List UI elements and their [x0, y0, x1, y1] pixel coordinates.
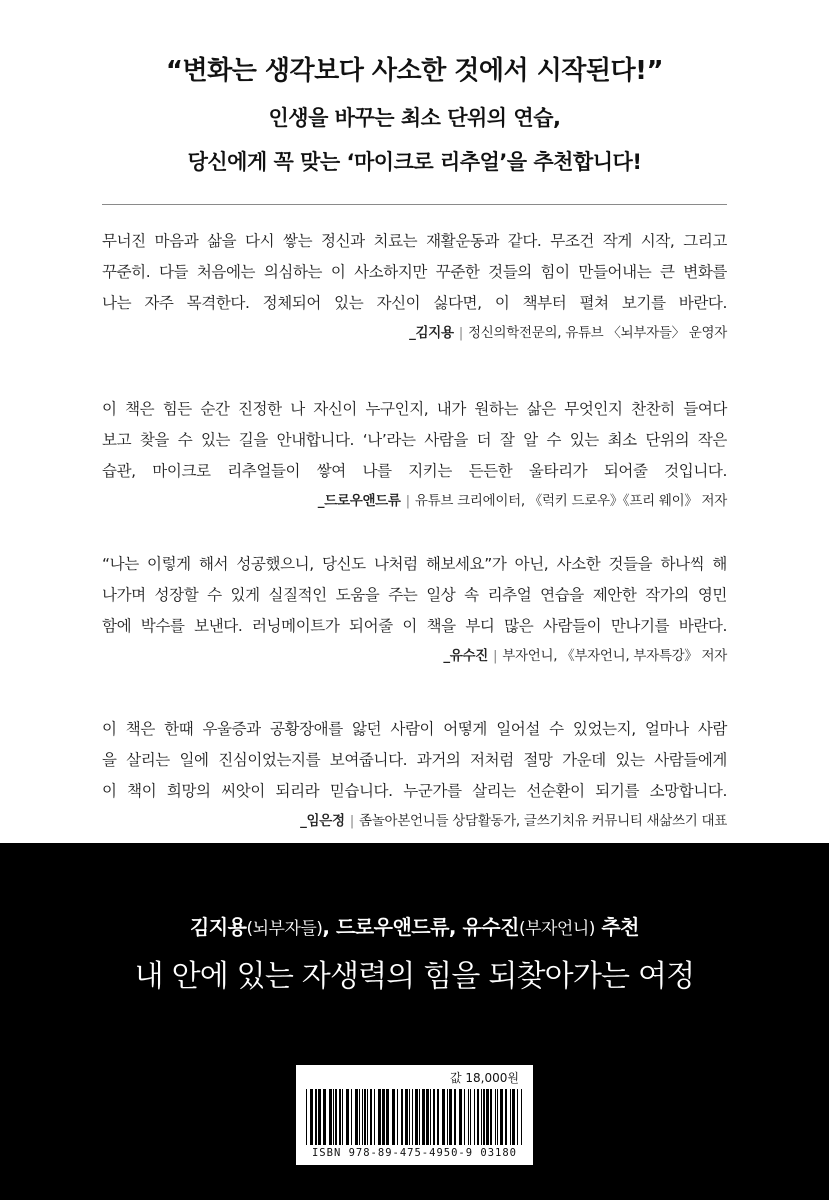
blurb-line: 무너진 마음과 삶을 다시 쌓는 정신과 치료는 재활운동과 같다. 무조건 작게 시작, 그리고 [102, 232, 727, 250]
barcode-bar [323, 1089, 326, 1145]
endorser-name-3: 유수진 [462, 915, 519, 939]
barcode-bar [459, 1089, 462, 1145]
barcode-bar [486, 1089, 489, 1145]
endorser-name: _유수진 [443, 648, 489, 664]
blurb-lim-eunjung [102, 714, 727, 829]
divider-rule [102, 204, 727, 205]
barcode-bar [359, 1089, 360, 1145]
barcode-bar [495, 1089, 496, 1145]
blurb-line: 함에 박수를 보낸다. 러닝메이트가 되어줄 이 책을 부디 많은 사람들이 만나기를 바란다. [102, 617, 727, 635]
barcode-bar [497, 1089, 498, 1145]
attribution-separator: | [493, 648, 498, 664]
blurb-line: 이 책은 한때 우울증과 공황장애를 앓던 사람이 어떻게 일어설 수 있었는지, 얼마나 사람 [102, 720, 727, 738]
attribution-separator: | [405, 493, 410, 509]
blurb-attribution [102, 809, 727, 829]
barcode-bar [422, 1089, 425, 1145]
barcode-bar [468, 1089, 469, 1145]
blurb-yoo-sujin [102, 549, 727, 664]
barcode-bar [397, 1089, 398, 1145]
barcode-bar [364, 1089, 366, 1145]
barcode-bar [521, 1089, 522, 1145]
barcode-bar [382, 1089, 385, 1145]
endorser-name-2: 드로우앤드류 [335, 915, 449, 939]
barcode-bar [512, 1089, 515, 1145]
blurb-line: “나는 이렇게 해서 성공했으니, 당신도 나처럼 해보세요”가 아닌, 사소한 것들을 하나씩 해 [102, 555, 727, 573]
blurb-line: 을 살리는 일에 진심이었는지를 보여줍니다. 과거의 저처럼 절망 가운데 있는 사람들에게 [102, 751, 727, 769]
barcode-bar [510, 1089, 511, 1145]
barcode-bar [318, 1089, 321, 1145]
subheadline-line-1: 인생을 바꾸는 최소 단위의 연습, [268, 106, 561, 130]
endorsement-separator: , [322, 915, 336, 939]
endorser-role: 좀놀아본언니들 상담활동가, 글쓰기치유 커뮤니티 새삶쓰기 대표 [359, 813, 727, 829]
barcode-bar [362, 1089, 363, 1145]
endorser-name: _김지용 [409, 325, 454, 341]
price-label: 값 18,000원 [450, 1071, 519, 1085]
attribution-separator: | [458, 325, 464, 341]
back-cover-bottom-band [0, 843, 829, 1200]
endorser-name-1: 김지용 [190, 915, 247, 939]
barcode-bar [430, 1089, 431, 1145]
attribution-separator: | [349, 813, 355, 829]
blurb-line: 보고 찾을 수 있는 길을 안내합니다. ‘나’라는 사람을 더 잘 알 수 있는 최소 단위의 작은 [102, 431, 727, 449]
barcode-bar [310, 1089, 313, 1145]
barcode-bar [447, 1089, 448, 1145]
endorser-role: 부자언니, 《부자언니, 부자특강》 저자 [502, 648, 727, 664]
blurb-line: 이 책이 희망의 씨앗이 되리라 믿습니다. 누군가를 살리는 선순환이 되기를 소망합니다. [102, 782, 727, 800]
barcode-bar [367, 1089, 368, 1145]
barcode-bar [386, 1089, 389, 1145]
barcode-bar [329, 1089, 332, 1145]
barcode-bar [342, 1089, 343, 1145]
endorsement-separator: , [448, 915, 463, 939]
endorser-channel-3: (부자언니) [518, 919, 595, 939]
barcode-bar [346, 1089, 349, 1145]
barcode-bar [481, 1089, 482, 1145]
barcode-bar [409, 1089, 410, 1145]
barcode-bar [333, 1089, 334, 1145]
blurb-line: 꾸준히. 다들 처음에는 의심하는 이 사소하지만 꾸준한 것들의 힘이 만들어내는 큰 변화를 [102, 263, 727, 281]
endorsement-suffix: 추천 [594, 915, 639, 939]
barcode-bar [412, 1089, 413, 1145]
barcode-icon [304, 1089, 525, 1145]
barcode-bar [374, 1089, 375, 1145]
blurb-draw-and-drew [102, 394, 727, 509]
barcode-bar [426, 1089, 429, 1145]
barcode-bar [464, 1089, 465, 1145]
barcode-bar [505, 1089, 507, 1145]
subheadline-line-2: 당신에게 꼭 맞는 ‘마이크로 리추얼’을 추천합니다! [187, 150, 642, 174]
blurb-line: 나는 자주 목격한다. 정체되어 있는 자신이 싫다면, 이 책부터 펼쳐 보기를 바란다. [102, 294, 727, 312]
blurb-line: 이 책은 힘든 순간 진정한 나 자신이 누구인지, 내가 원하는 삶은 무엇인지 찬찬히 들여다 [102, 400, 727, 418]
barcode-bar [470, 1089, 471, 1145]
headline-quote: “변화는 생각보다 사소한 것에서 시작된다!” [165, 56, 664, 86]
barcode-bar [454, 1089, 456, 1145]
blurb-kim-jiyong [102, 226, 727, 341]
barcode-bar [315, 1089, 317, 1145]
barcode-bar [433, 1089, 435, 1145]
endorser-role: 정신의학전문의, 유튜브 〈뇌부자들〉 운영자 [468, 325, 727, 341]
endorsement-line [0, 911, 829, 940]
blurb-line: 나가며 성장할 수 있게 실질적인 도움을 주는 일상 속 리추얼 연습을 제안한 작가의 영민 [102, 586, 727, 604]
barcode-bar [339, 1089, 341, 1145]
barcode-bar [449, 1089, 452, 1145]
blurb-attribution [102, 644, 727, 664]
barcode-bar [477, 1089, 479, 1145]
barcode-bar [490, 1089, 492, 1145]
barcode-bar [378, 1089, 381, 1145]
barcode-bar [442, 1089, 445, 1145]
isbn-number: ISBN 978-89-475-4950-9 03180 [311, 1147, 517, 1159]
barcode-bar [437, 1089, 439, 1145]
barcode-bar [415, 1089, 418, 1145]
tagline: 내 안에 있는 자생력의 힘을 되찾아가는 여정 [134, 959, 695, 994]
barcode-bar [351, 1089, 352, 1145]
barcode-bar [370, 1089, 372, 1145]
barcode-bar [355, 1089, 358, 1145]
barcode-bar [405, 1089, 408, 1145]
barcode-bar [335, 1089, 337, 1145]
barcode-bar [419, 1089, 420, 1145]
endorser-name: _임은정 [300, 813, 345, 829]
blurb-attribution [102, 489, 727, 509]
barcode-bar [500, 1089, 503, 1145]
barcode-bar [474, 1089, 475, 1145]
endorser-name: _드로우앤드류 [317, 493, 401, 509]
barcode-panel [296, 1065, 533, 1165]
barcode-bar [392, 1089, 395, 1145]
endorser-role: 유튜브 크리에이터, 《럭키 드로우》《프리 웨이》 저자 [414, 493, 727, 509]
blurb-attribution [102, 321, 727, 341]
endorser-channel-1: (뇌부자들) [246, 919, 323, 939]
blurb-line: 습관, 마이크로 리추얼들이 쌓여 나를 지키는 든든한 울타리가 되어줄 것입니다. [102, 462, 727, 480]
barcode-bar [517, 1089, 518, 1145]
barcode-bar [401, 1089, 403, 1145]
barcode-bar [483, 1089, 485, 1145]
barcode-bar [306, 1089, 307, 1145]
